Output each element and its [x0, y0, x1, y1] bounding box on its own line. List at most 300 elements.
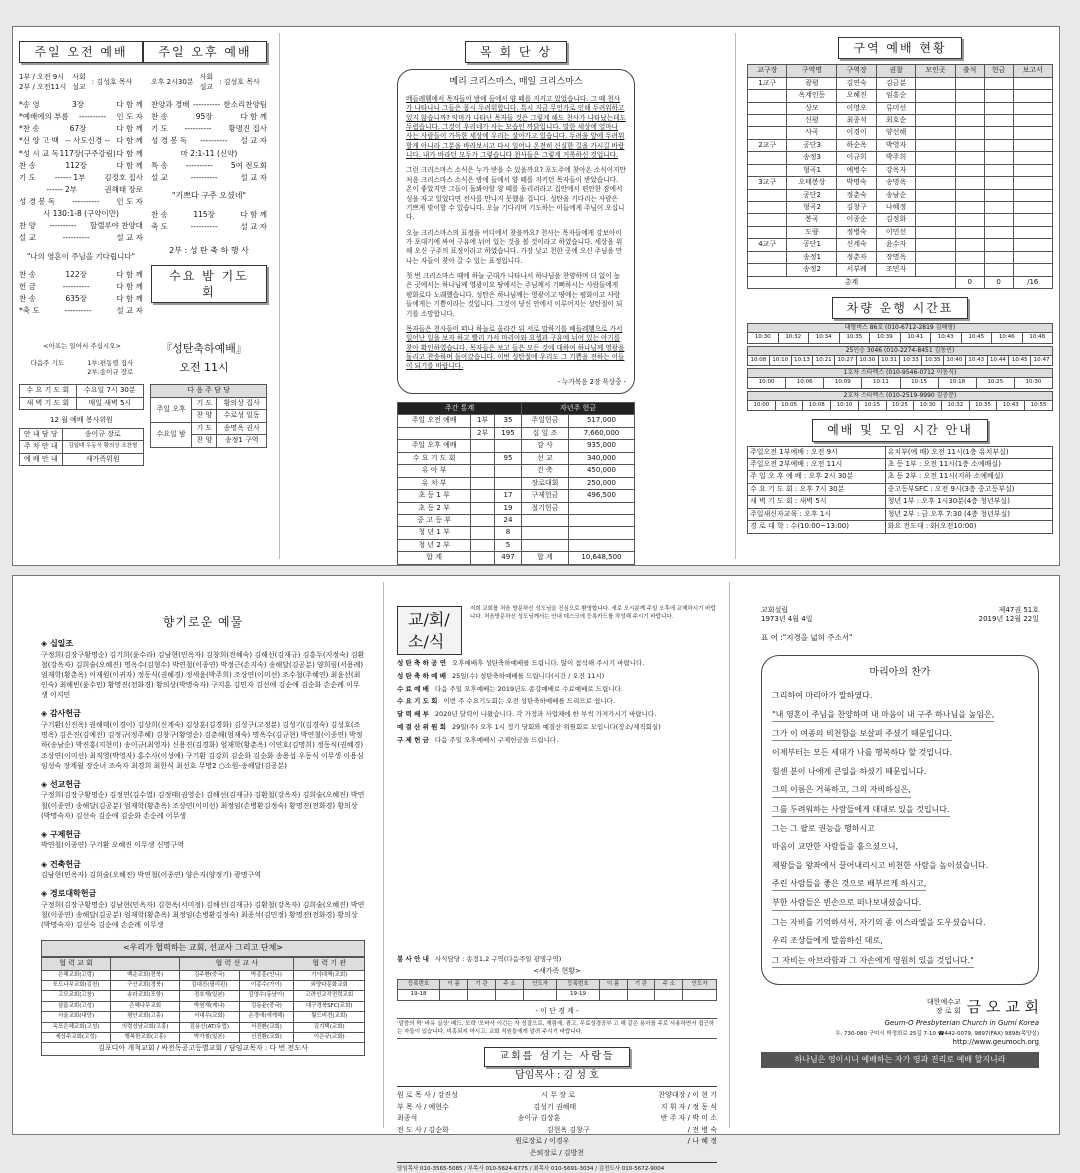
- zone-row: [748, 202, 1053, 214]
- zone-empty-cell: [916, 226, 955, 238]
- bus-time: 10:05: [775, 400, 803, 410]
- zone-row: [748, 239, 1053, 251]
- zone-empty-cell: [984, 264, 1013, 276]
- zone-empty-cell: [916, 114, 955, 126]
- coop-cell: 서울교회(내당): [42, 1012, 111, 1022]
- newcomer-header: 인도자: [683, 979, 717, 989]
- stats-row: [398, 552, 635, 564]
- stats-cell: 건 축: [521, 465, 568, 477]
- zone-empty-cell: [984, 90, 1013, 102]
- zone-empty-cell: [984, 139, 1013, 151]
- zone-cell: 최종석: [837, 114, 876, 126]
- zone-empty-cell: [916, 189, 955, 201]
- offering-heading: ◈ 십일조: [41, 639, 74, 649]
- bus-time: 10:25: [976, 378, 1014, 388]
- zone-cell: 상모: [787, 102, 837, 114]
- zone-empty-cell: [1013, 202, 1052, 214]
- offering-heading: ◈ 구제헌금: [41, 829, 81, 839]
- newcomer-cell: [599, 990, 627, 1000]
- order-cell: 설 교 자: [240, 136, 267, 146]
- magnificat-line: 그가 이 여종의 비천함을 보살펴 주셨기 때문입니다.: [772, 728, 952, 741]
- stats-row: [398, 539, 635, 551]
- bus-time: 10:30: [748, 333, 779, 343]
- pm-event: 2부 : 성 탄 축 하 행 사: [169, 245, 249, 255]
- coop-cell: 월드비전(교회): [294, 1012, 365, 1022]
- stats-cell: 250,000: [568, 477, 634, 489]
- bus-time: 10:31: [878, 355, 900, 365]
- zone-cell: 봉곡: [787, 214, 837, 226]
- magnificat-line: 우리 조상들에게 말씀하신 대로,: [772, 935, 883, 948]
- wed-prayer-title: 수요 밤 기도회: [151, 265, 267, 303]
- bus-time-row: [748, 378, 1053, 388]
- order-row: [19, 100, 143, 110]
- church-address: 우. 730-080 구미시 박정희로 25길 7-10 ☎442-0079, 9897(FAX) 9898(목양실): [835, 1030, 1039, 1037]
- news-item: [397, 723, 717, 732]
- stats-cell: 935,000: [568, 440, 634, 452]
- stats-cell: 선 교: [521, 452, 568, 464]
- coop-cell: 김기택(교회): [294, 1022, 365, 1032]
- order-cell: 설 교: [150, 172, 168, 182]
- coop-cell: 이종수(가이): [239, 980, 294, 990]
- bus-time: 10:30: [914, 400, 942, 410]
- stats-cell: [568, 539, 634, 551]
- order-cell: 할렐루야 찬양대: [89, 221, 143, 231]
- stats-cell: [495, 440, 522, 452]
- magnificat-line: 그의 이름은 거룩하고, 그의 자비하심은,: [772, 784, 911, 797]
- zone-cell: [748, 189, 787, 201]
- order-cell: 찬 송: [19, 293, 36, 303]
- coop-cell: 김영수(동남아): [239, 991, 294, 1001]
- staff-cell: 반 주 자 / 박 미 소: [660, 1114, 717, 1123]
- am-order-list: [19, 100, 143, 244]
- staff-cell: / 나 혜 정: [687, 1137, 717, 1146]
- meeting-row: [748, 496, 1053, 508]
- order-cell: ----------: [184, 124, 212, 134]
- order-cell: 117장(구주강림): [59, 148, 116, 158]
- bus-time: 10:06: [786, 378, 824, 388]
- wed-prayer-info: <아프는 일어서 주십시오> 다음주 기도 1부:편동렬 집사 2부:송이규 장로: [30, 342, 134, 376]
- pm-service-title: 주일 오후 예배: [143, 41, 266, 63]
- zone-empty-cell: [955, 90, 984, 102]
- order-row: [151, 136, 267, 146]
- magnificat-line: 힘센 분이 나에게 큰일을 하셨기 때문입니다.: [772, 766, 927, 776]
- order-cell: 찬양과 경배: [150, 100, 190, 110]
- stats-cell: 구제헌금: [521, 490, 568, 502]
- zone-empty-cell: [1013, 77, 1052, 89]
- staff-cell: 원로장로 / 이경우: [515, 1137, 570, 1146]
- christmas-service: 『성탄축하예배』 오전 11시: [161, 342, 247, 375]
- pastor-column: [285, 27, 735, 565]
- order-cell: ----------: [78, 112, 107, 122]
- stats-cell: [521, 527, 568, 539]
- order-cell: ----------: [64, 306, 92, 316]
- stats-cell: [471, 452, 495, 464]
- stats-cell: 17: [495, 490, 522, 502]
- stats-cell: 절기헌금: [521, 502, 568, 514]
- bus-time: 10:46: [992, 333, 1023, 343]
- zone-empty-cell: [1013, 189, 1052, 201]
- meeting-cell: 초 등 1부 : 오전 11시(1층 소예배실): [885, 458, 1052, 470]
- newcomer-cell: [655, 990, 683, 1000]
- stats-cell: 7,660,000: [568, 427, 634, 439]
- zone-cell: 예병수: [837, 164, 876, 176]
- zone-empty-cell: [916, 164, 955, 176]
- zone-cell: 윤수자: [876, 239, 915, 251]
- zone-empty-cell: [984, 114, 1013, 126]
- order-cell: 95장: [195, 112, 213, 122]
- pm-order-list: [151, 100, 267, 183]
- bus-time: 10:41: [900, 333, 931, 343]
- magnificat-line: 그를 두려워하는 사람들에게 대대로 있을 것입니다.: [772, 804, 950, 817]
- coop-cell: 외양다문화교회: [294, 980, 365, 990]
- stats-cell: 청 년 1 부: [398, 527, 471, 539]
- bus-time-row: [748, 333, 1053, 343]
- zone-cell: 정춘숙: [837, 189, 876, 201]
- stats-cell: 517,000: [568, 415, 634, 427]
- zone-empty-cell: [1013, 226, 1052, 238]
- coop-row: [42, 980, 365, 990]
- zone-empty-cell: [1013, 264, 1052, 276]
- am-service: 1부 / 오전 9시 2부 / 오전11시 사회 설교 : 김성호 목사 *송 영 3장 다 함 께 *예배에의 부름 ---------- 인 도 자 *찬 송 67장 다 함 께 *신 앙 고 백 -- 사도신경 -- 다 함 께 *성 시 교 독 117장(구주강림) 다 함 께 찬 송 112장 다 함 께 기 도 ------ 1부 김정호 집사 ------ 2부 권해태 장로 성 경 봉 독 ---------- 인 도 자 시 130:1-8 (구약이만) 찬 양 ---------- 할렐루야 찬양대 설 교 ---------- 설 교 자 "나의 영혼이 주님을 기다립니다" 찬 송 122장 다 함 께 헌 금 ---------- 다 함 께 찬 송 635장 다 함 께 *축 도 ---------- 설 교 자: [19, 73, 143, 316]
- zone-empty-cell: [955, 251, 984, 263]
- zone-row: [748, 139, 1053, 151]
- zone-row: [748, 214, 1053, 226]
- zone-cell: 형곡2: [787, 202, 837, 214]
- zone-cell: 박영자: [876, 139, 915, 151]
- zone-row: [748, 102, 1053, 114]
- coop-cell: 기아대책(교회): [294, 970, 365, 980]
- stats-cell: 주일 오후 예배: [398, 440, 471, 452]
- stats-cell: [495, 477, 522, 489]
- bus-time: 10:35: [839, 333, 870, 343]
- order-cell: 성 경 봉 독: [19, 197, 56, 207]
- order-cell: 설 교 자: [240, 172, 267, 182]
- order-row: [151, 173, 267, 183]
- order-cell: 찬 송: [150, 209, 168, 219]
- staff-row: [397, 1091, 717, 1100]
- staff-cell: 부 목 사 / 예현수: [397, 1102, 449, 1111]
- worship-order-column: [13, 27, 273, 565]
- meeting-cell: 주 일 오 후 예 배 : 오후 2시 30분: [748, 471, 886, 483]
- bus-line-label: 대형버스 86호 (010-6712-2819 김해영): [747, 323, 1053, 332]
- newcomer-cell: 19-19: [557, 990, 599, 1000]
- stats-cell: 중 고 등 부: [398, 514, 471, 526]
- zone-empty-cell: [916, 202, 955, 214]
- order-cell: 헌 금: [19, 281, 36, 291]
- staff-cell: 은퇴장로 / 김방천: [529, 1148, 585, 1157]
- bus-time: 10:21: [813, 355, 835, 365]
- order-cell: ----------: [49, 221, 77, 231]
- stats-cell: 496,500: [568, 490, 634, 502]
- zone-empty-cell: [984, 152, 1013, 164]
- offering-names: 김남현(민옥자) 김희술(오혜진) 박연철(이종연) 양은지(양정기) 광명구역: [41, 871, 262, 880]
- news-text: 25일(수) 성탄축하예배를 드립니다(시간 / 오전 11시): [452, 671, 605, 680]
- zone-empty-cell: [984, 202, 1013, 214]
- news-item: [397, 672, 717, 681]
- news-text: 29일(주) 오후 1시 정기 당회와 예결산 위원회로 모입니다(장소/제직회실): [452, 723, 661, 732]
- zone-cell: 이민선: [876, 226, 915, 238]
- zone-cell: 공단2: [787, 189, 837, 201]
- zone-empty-cell: [955, 239, 984, 251]
- meeting-times-grid: [747, 446, 1053, 534]
- zone-empty-cell: [916, 177, 955, 189]
- zone-empty-cell: [916, 139, 955, 151]
- coop-cell: 은혜나무교회: [111, 1001, 180, 1011]
- staff-cell: 전 도 사 / 김순화: [397, 1125, 449, 1134]
- stats-row: [398, 490, 635, 502]
- zone-header-cell: 출석: [955, 65, 984, 77]
- coop-cell: 은혜교회(고령): [42, 970, 111, 980]
- news-item: [397, 697, 717, 706]
- zone-row: [748, 152, 1053, 164]
- stats-cell: 1부: [471, 415, 495, 427]
- zone-row: [748, 264, 1053, 276]
- newcomer-cell: [495, 990, 523, 1000]
- magnificat-box: [761, 655, 1039, 985]
- zone-empty-cell: [984, 102, 1013, 114]
- offerings-title: 향기로운 예물: [162, 615, 244, 629]
- staff-cell: 송이규 김상훈: [517, 1114, 561, 1123]
- bus-times: [747, 400, 1053, 411]
- zone-cell: 송명옥: [876, 177, 915, 189]
- stats-row: [398, 514, 635, 526]
- staff-cell: 찬양대장 / 이 현 기: [658, 1091, 717, 1100]
- zone-report-table: 교구장 구역명 구역장 권찰 모인곳 출석 헌금 보고서 1교구 광평 김연숙 김금분 옥계인동 오혜진 임흥순 상모 이영오 류미선 신평 최종석 최호순 사곡 이경이 양선해 2교구 공단3 하순옥 박영자 송정3 이규희 박주희 형곡1 예병수 강옥자 3교구 오태봉상 박명숙 송명옥 공단2 정춘숙 송남순 형곡2 김창구 나혜정 봉곡 이종순 김정화 도량 정병숙 이민선 4교구 공단1 신계숙 윤수자 송정1 정춘자 장명옥 송정2 서부례 조민자 총계 0 0 /16: [747, 64, 1053, 289]
- stats-cell: 10,648,500: [568, 552, 634, 564]
- zone-empty-cell: [984, 251, 1013, 263]
- zone-cell: 신평: [787, 114, 837, 126]
- zone-empty-cell: [916, 251, 955, 263]
- zone-row: [748, 251, 1053, 263]
- zone-cell: 옥계인동: [787, 90, 837, 102]
- zone-cell: 송정3: [787, 152, 837, 164]
- magnificat-line: 그리하여 마리아가 말하였다.: [772, 691, 873, 701]
- offering-heading: ◈ 감사헌금: [41, 709, 81, 719]
- cover-column: [737, 576, 1059, 1134]
- bus-time: 10:30: [856, 355, 878, 365]
- coop-cell: 고모교회(고창): [42, 991, 111, 1001]
- order-cell: 3장: [72, 100, 85, 110]
- order-cell: ------ 1부: [54, 172, 86, 182]
- zone-cell: 류미선: [876, 102, 915, 114]
- church-website[interactable]: http://www.geumoch.org: [952, 1038, 1039, 1047]
- magnificat-line: 그 자비는 아브라함과 그 자손에게 영원히 있을 것입니다.": [772, 955, 974, 968]
- zone-empty-cell: [1013, 239, 1052, 251]
- zone-cell: 양선해: [876, 127, 915, 139]
- stats-cell: [471, 514, 495, 526]
- stats-cell: [521, 539, 568, 551]
- am-service-title: 주일 오전 예배: [19, 41, 142, 63]
- stats-row: [398, 477, 635, 489]
- coop-row: [42, 1022, 365, 1032]
- coop-cell: 행복한교회(고흥): [111, 1033, 180, 1043]
- zone-cell: 오혜진: [837, 90, 876, 102]
- zone-cell: [748, 214, 787, 226]
- meeting-row: [748, 483, 1053, 495]
- order-cell: 권해태 장로: [104, 184, 143, 194]
- december-volunteers-table: 안 내 담 당 송이규 장로 주 차 안 내 김일태 우동식 황의상 조찬형 예 배 안 내 새가족위원: [19, 428, 144, 466]
- zone-header-cell: 권찰: [876, 65, 915, 77]
- order-cell: *송 영: [19, 100, 40, 110]
- order-cell: 기 도: [19, 172, 36, 182]
- newcomer-header: 주 소: [655, 979, 683, 989]
- order-cell: 축 도: [150, 221, 168, 231]
- zone-cell: 이영오: [837, 102, 876, 114]
- senior-pastor: 담임목사 : 김 성 호: [515, 1069, 599, 1081]
- zone-cell: 김정화: [876, 214, 915, 226]
- newcomer-header: 인도자: [523, 979, 557, 989]
- bus-time: 10:55: [1025, 400, 1053, 410]
- order-row: [151, 112, 267, 122]
- order-row: [19, 282, 143, 292]
- bus-times: [747, 355, 1053, 366]
- stats-cell: [471, 552, 495, 564]
- zone-cell: 공단1: [787, 239, 837, 251]
- bus-time: 10:15: [858, 400, 886, 410]
- bus-time: 10:11: [862, 378, 900, 388]
- order-cell: 112장: [65, 160, 87, 170]
- zone-cell: [748, 90, 787, 102]
- bus-times: [747, 377, 1053, 388]
- zone-cell: [748, 114, 787, 126]
- bus-line-label: 25인승 3046 (010-2274-8451 김동민): [747, 346, 1053, 355]
- stats-cell: 합 계: [521, 552, 568, 564]
- news-label: 달 력 배 부: [397, 710, 429, 719]
- stats-cell: 35: [495, 415, 522, 427]
- coop-cell: 의령성남교회(고흥): [111, 1022, 180, 1032]
- scripture-banner: 하나님은 영이시니 예배하는 자가 영과 진리로 예배 할지니라: [761, 1052, 1039, 1069]
- coop-cell: 신진환(교회): [239, 1033, 294, 1043]
- zone-row: [748, 164, 1053, 176]
- zone-row: [748, 127, 1053, 139]
- staff-cell: 원 로 목 사 / 강진성: [397, 1091, 458, 1100]
- coop-cell: 살롬교회(고성): [42, 1001, 111, 1011]
- bus-time: 10:39: [870, 333, 901, 343]
- stats-cell: 초 등 2 부: [398, 502, 471, 514]
- zone-empty-cell: [955, 177, 984, 189]
- coop-cell: 이은규(교회): [294, 1033, 365, 1043]
- order-cell: ----------: [62, 281, 90, 291]
- zone-cell: 김금분: [876, 77, 915, 89]
- staff-row: [397, 1149, 717, 1158]
- offering-names: 구정희(김장구황명순) 김정연(김수열) 김정태(권영순) 김해선(김재규) 김환철(강옥자) 김희술(오혜진) 박연철(이종연) 송해달(김공분) 엄재학(황춘옥) 조상연(이미선) 최정임(손병환김정숙) 황명진(전화경) 황의상(박명숙자) 김선숙 김순애 김순화 손순례 이무생: [41, 791, 365, 820]
- bus-time: 10:45: [961, 333, 992, 343]
- zone-cell: 정춘자: [837, 251, 876, 263]
- order-row: [19, 294, 143, 304]
- news-item: [397, 736, 717, 745]
- order-cell: 115장: [193, 209, 215, 219]
- meeting-cell: 주일새신자교육 : 오후 1시: [748, 508, 886, 520]
- newcomer-header: 이 름: [440, 979, 468, 989]
- bus-times: [747, 332, 1053, 343]
- zone-cell: 임흥순: [876, 90, 915, 102]
- stats-cell: [568, 527, 634, 539]
- zone-cell: [748, 152, 787, 164]
- weekly-stats-table: 주간 통계 자년주 헌금 주일 오전 예배 1부 35 주일헌금 517,000 2부 195 십 일 조 7,660,000 주일 오후 예배 감 사 935,000 수 요 기 도 회 95 선 교 340,000 유 아 부 건 축 450,000 유 치 부 장로대회 250,000 초 등 1 부 17 구제헌금 496,500 초 등 2 부 19 절기헌금 중 고 등 부 24 청 년 1 부 8 청 년 2 부 5 합 계 497 합 계 10,648,500: [397, 402, 635, 565]
- order-cell: 기 도: [150, 124, 168, 134]
- news-label: 구 제 헌 금: [397, 735, 429, 744]
- zone-cell: 4교구: [748, 239, 787, 251]
- meeting-times-title: 예배 및 모임 시간 안내: [812, 419, 988, 441]
- order-cell: 김정호 집사: [104, 172, 143, 182]
- coop-cell: 박종훈(인니): [239, 970, 294, 980]
- denomination: 대한예수교 장 로 회: [926, 997, 961, 1016]
- bus-time: 10:08: [803, 400, 831, 410]
- bus-line-label: 1호차 스타렉스 (010-9546-0712 이동식): [747, 368, 1053, 377]
- zone-empty-cell: [955, 139, 984, 151]
- cooperation-table: 협 력 교 회 협 력 선 교 사 협 력 기 관 은혜교회(고령) 백운교회(전북) 김주환(중국) 박종훈(인니) 기아대책(교회) 포도나무교회(김천) 구산교회(경북) 김대진(필리핀) 이종수(가이) 외양다문화교회 고모교회(고창) 송라교회(포항) 정호재(일본) 김영수(동남아) 고려선교작전력교회 살롬교회(고성) 은혜나무교회 박원재(케냐) 김동윤(중국) 대구경북SFC(교회) 서울교회(내당) 평안교회(고흥) 서대우(교회) 손경애(에게해) 월드비전(교회) 옥포은혜교회(고성) 의령성남교회(고흥) 김용신(AT/유럽) 서진환(교회) 김기택(교회) 세상주교회(고성) 행복한교회(고흥) 박가철(일본) 신진환(교회) 이은규(교회) 김포디아 개척교회 / 싸전독공고등별교회 / 담임교목자 : 다 번 전도사: [41, 957, 365, 1056]
- zone-cell: 이종순: [837, 214, 876, 226]
- order-cell: 다 함 께: [116, 136, 143, 146]
- coop-row: [42, 1033, 365, 1043]
- zone-cell: [748, 127, 787, 139]
- zone-empty-cell: [916, 214, 955, 226]
- zone-cell: 송남순: [876, 189, 915, 201]
- bus-time: 10:10: [769, 355, 791, 365]
- order-cell: 122장: [65, 269, 87, 279]
- news-label: 수 료 예 배: [397, 684, 429, 693]
- bus-time: 10:43: [997, 400, 1025, 410]
- bus-time: 10:33: [900, 355, 922, 365]
- order-row: [19, 197, 143, 207]
- stats-cell: 십 일 조: [521, 427, 568, 439]
- news-text: 다음 주일 오후예배는 2019년도 종강예배로 수료예배로 드립니다.: [434, 684, 623, 693]
- stats-cell: 340,000: [568, 452, 634, 464]
- bus-time-row: [748, 355, 1053, 365]
- coop-cell: 구산교회(경북): [111, 980, 180, 990]
- zone-cell: 3교구: [748, 177, 787, 189]
- bus-time: 10:18: [938, 378, 976, 388]
- zone-empty-cell: [955, 77, 984, 89]
- coop-cell: 송라교회(포항): [111, 991, 180, 1001]
- stats-cell: 8: [495, 527, 522, 539]
- order-cell: 찬 송: [150, 112, 168, 122]
- meeting-cell: 경 로 대 학 : 수(10:00~13:00): [748, 521, 886, 533]
- zone-empty-cell: [955, 214, 984, 226]
- zone-cell: 김연숙: [837, 77, 876, 89]
- church-name-english: Geum-O Presbyterian Church in Gumi Korea: [884, 1019, 1039, 1028]
- stats-row: [398, 465, 635, 477]
- zone-empty-cell: [1013, 164, 1052, 176]
- stats-row: [398, 427, 635, 439]
- bus-time: 10:44: [987, 355, 1009, 365]
- bus-time: 10:30: [1014, 378, 1052, 388]
- zone-cell: 이규희: [837, 152, 876, 164]
- staff-title: 교회를 섬기는 사람들: [484, 1047, 629, 1067]
- pastor-column-title: 목 회 단 상: [465, 41, 567, 63]
- order-row: [151, 222, 267, 232]
- order-row: [151, 161, 267, 171]
- news-text: 2020년 달력이 나왔습니다. 각 가정과 사업체에 한 부씩 가져가시기 바랍니다.: [434, 710, 657, 719]
- order-cell: 다 함 께: [116, 160, 143, 170]
- meeting-cell: 중고등부SFC : 오전 9시(3층 중고등부실): [885, 483, 1052, 495]
- meeting-cell: 초 등 2부 : 오전 11시(지하 소예배실): [885, 471, 1052, 483]
- bus-time: 10:09: [824, 378, 862, 388]
- offering-names: 구정희(김장구황명순) 김기희(윤수라) 김남현(민옥자) 김창희(전혜숙) 김해선(김재규) 김흥두(지정숙) 김환철(강옥자) 김희술(오혜진) 명옥수(김형수) 박연철(이종연) 박정근(손지숙) 송해달(김공분) 양희림(서용례) 엄재학(황춘옥) 이재원(이귀자) 정동식(권혜경) 정세윤(박주희) 조상연(이미선) 조수철(주혜연) 최윤선(최인숙) 최해빈(윤수민) 황명진(전화경) 황의상(박명숙자) 구지훈 김민자 김선애 김순애 김순화 손순례 이무생 이지민: [41, 650, 365, 700]
- order-cell: ----------: [200, 136, 228, 146]
- bulletin-page-2: [12, 575, 1060, 1173]
- order-cell: 찬 송: [19, 160, 36, 170]
- news-text: 다음 주일 오후예배시 구제헌금을 드립니다.: [434, 735, 559, 744]
- zone-header-cell: 교구장: [748, 65, 787, 77]
- coop-cell: 손경애(에게해): [239, 1012, 294, 1022]
- coop-row: [42, 1001, 365, 1011]
- staff-cell: 지 휘 자 / 정 동 식: [660, 1102, 717, 1111]
- offering-heading: ◈ 선교헌금: [41, 779, 81, 789]
- coop-cell: 김동윤(중국): [239, 1001, 294, 1011]
- zone-empty-cell: [955, 189, 984, 201]
- newcomer-cell: [627, 990, 655, 1000]
